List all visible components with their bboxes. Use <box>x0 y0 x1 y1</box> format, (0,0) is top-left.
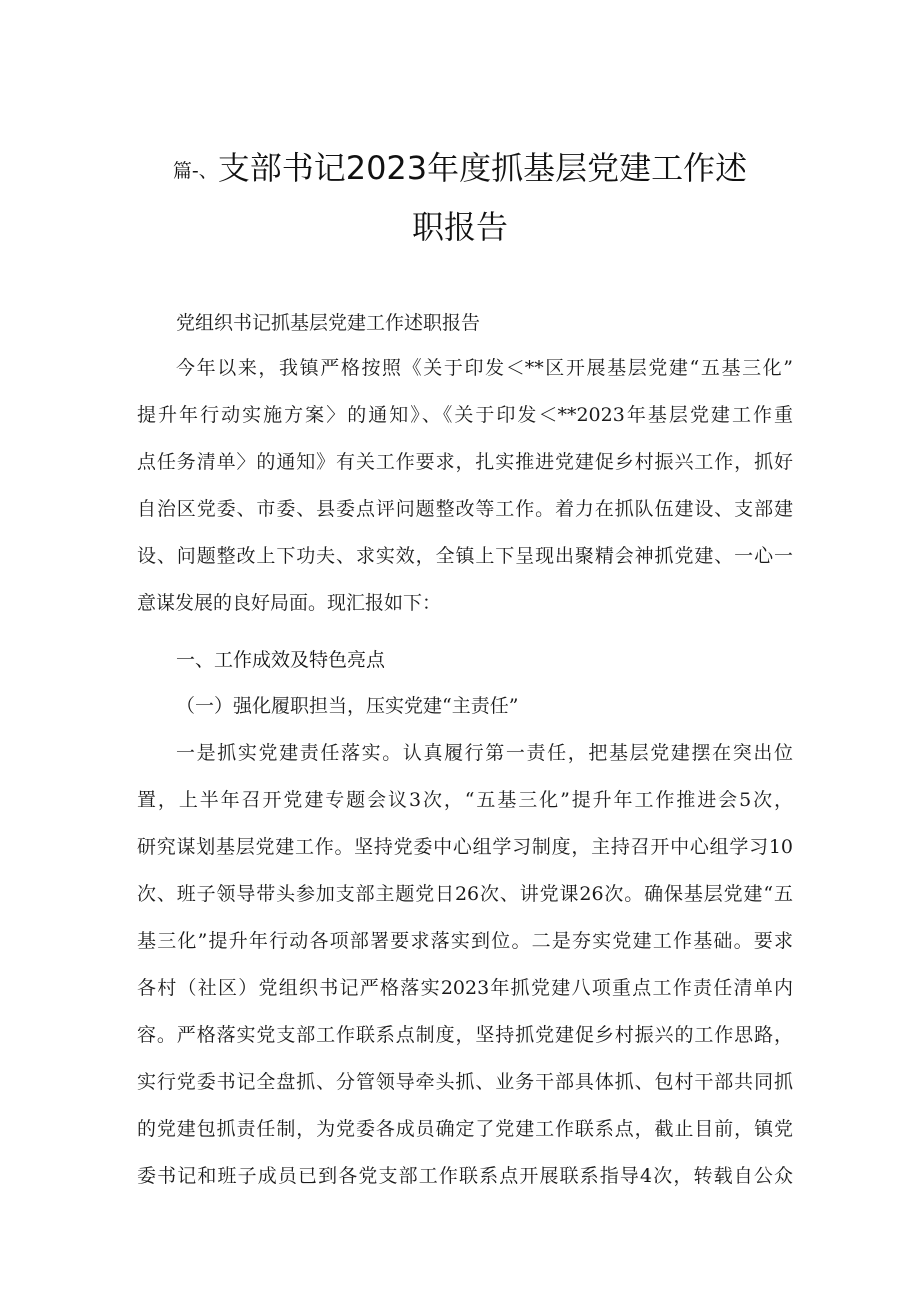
paragraph-1-line: 设、问题整改上下功夫、求实效，全镇上下呈现出聚精会神抓党建、一心一 <box>137 545 793 567</box>
paragraph-2-line: 次、班子领导带头参加支部主题党日26次、讲党课26次。确保基层党建“五 <box>137 883 793 905</box>
paragraph-2-line: 的党建包抓责任制，为党委各成员确定了党建工作联系点，截止目前，镇党 <box>137 1118 793 1140</box>
paragraph-1-line: 意谋发展的良好局面。现汇报如下： <box>137 592 442 614</box>
paragraph-2-line: 研究谋划基层党建工作。坚持党委中心组学习制度，主持召开中心组学习10 <box>137 836 793 858</box>
paragraph-2-line: 委书记和班子成员已到各党支部工作联系点开展联系指导4次，转载自公众 <box>137 1165 793 1187</box>
paragraph-1-line: 自治区党委、市委、县委点评问题整改等工作。着力在抓队伍建设、支部建 <box>137 498 793 520</box>
paragraph-1-line: 提升年行动实施方案〉的通知》、《关于印发＜**2023年基层党建工作重 <box>137 404 793 426</box>
document-title-line-2: 职报告 <box>411 208 508 246</box>
section-heading-2: （一）强化履职担当，压实党建“主责任” <box>176 695 519 717</box>
paragraph-2-line: 容。严格落实党支部工作联系点制度，坚持抓党建促乡村振兴的工作思路， <box>137 1024 793 1046</box>
paragraph-2-line: 实行党委书记全盘抓、分管领导牵头抓、业务干部具体抓、包村干部共同抓 <box>137 1071 793 1093</box>
section-heading-1: 一、工作成效及特色亮点 <box>176 649 386 671</box>
paragraph-2-line: 各村（社区）党组织书记严格落实2023年抓党建八项重点工作责任清单内 <box>137 977 793 999</box>
paragraph-2-line: 一是抓实党建责任落实。认真履行第一责任，把基层党建摆在突出位 <box>176 742 793 764</box>
paragraph-2-line: 置，上半年召开党建专题会议3次，“五基三化”提升年工作推进会5次， <box>137 789 793 811</box>
paragraph-2-line: 基三化”提升年行动各项部署要求落实到位。二是夯实党建工作基础。要求 <box>137 930 793 952</box>
title-prefix: 篇-、 <box>172 160 218 182</box>
title-text-1: 支部书记2023年度抓基层党建工作述 <box>217 149 748 187</box>
paragraph-1-line: 今年以来，我镇严格按照《关于印发＜**区开展基层党建“五基三化” <box>176 357 793 379</box>
document-subtitle: 党组织书记抓基层党建工作述职报告 <box>176 312 481 334</box>
paragraph-1-line: 点任务清单〉的通知》有关工作要求，扎实推进党建促乡村振兴工作，抓好 <box>137 451 793 473</box>
document-title-line-1 <box>0 145 920 194</box>
